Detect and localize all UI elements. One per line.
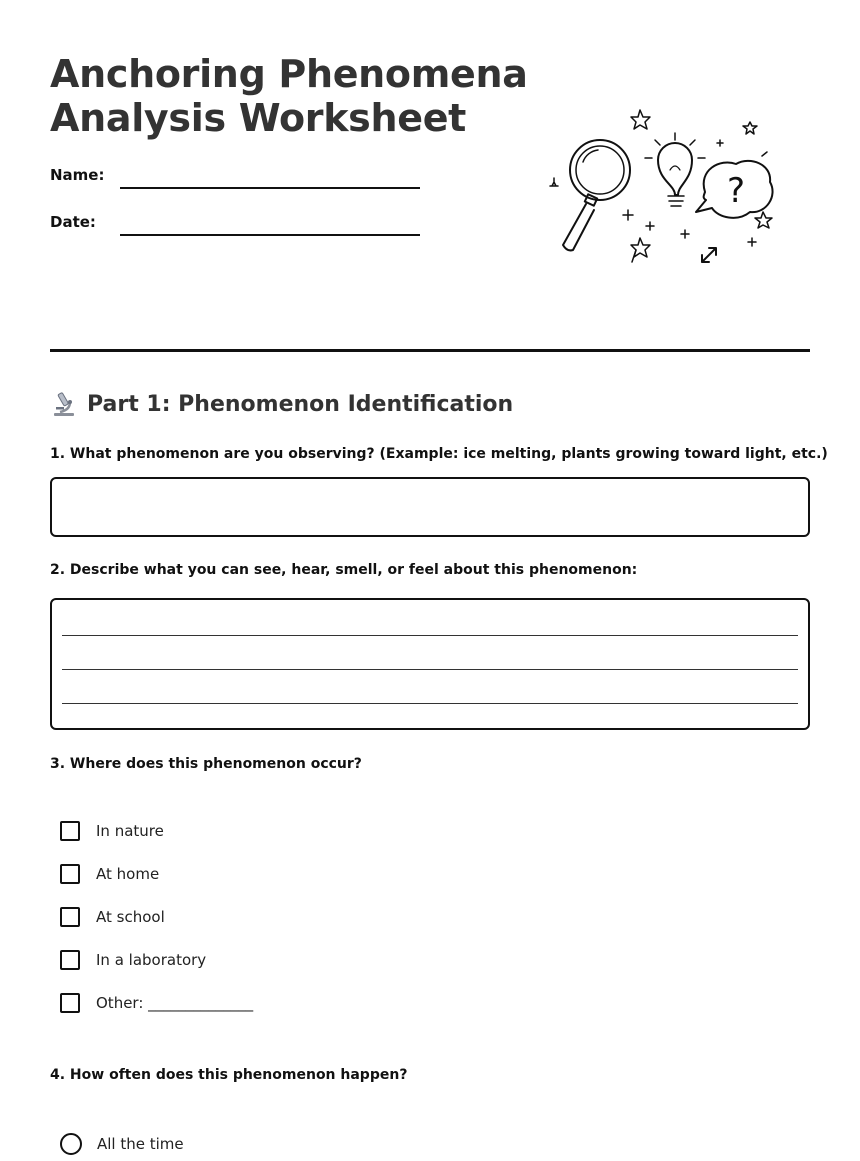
option-other[interactable] xyxy=(60,993,253,1013)
option-label: At home xyxy=(96,865,160,883)
answer-line xyxy=(62,669,798,670)
answer-line xyxy=(62,703,798,704)
title-line-2: Analysis Worksheet xyxy=(50,96,467,140)
date-label: Date: xyxy=(50,213,96,231)
option-at-school[interactable] xyxy=(60,907,165,927)
question-1: 1. What phenomenon are you observing? (Example: ice melting, plants growing toward light, etc.) xyxy=(50,446,828,462)
name-field[interactable] xyxy=(120,187,420,189)
question-mark: ? xyxy=(726,171,746,211)
question-2: 2. Describe what you can see, hear, smell, or feel about this phenomenon: xyxy=(50,562,638,578)
arrow-icon xyxy=(702,248,716,262)
magnifying-glass-icon xyxy=(563,140,630,250)
answer-line xyxy=(62,635,798,636)
option-in-a-laboratory[interactable] xyxy=(60,950,206,970)
option-all-the-time[interactable] xyxy=(60,1133,184,1155)
option-label: All the time xyxy=(97,1135,184,1153)
date-field[interactable] xyxy=(120,234,420,236)
option-in-nature[interactable] xyxy=(60,821,164,841)
checkbox[interactable] xyxy=(60,993,80,1013)
radio-button[interactable] xyxy=(60,1133,82,1155)
question-3: 3. Where does this phenomenon occur? xyxy=(50,756,362,772)
checkbox[interactable] xyxy=(60,907,80,927)
option-label: At school xyxy=(96,908,165,926)
part1-title-text: Part 1: Phenomenon Identification xyxy=(87,391,514,417)
worksheet-title xyxy=(50,52,528,140)
part1-title xyxy=(50,390,513,418)
name-label: Name: xyxy=(50,166,105,184)
section-divider xyxy=(50,349,810,352)
question-2-answer-box[interactable] xyxy=(50,598,810,730)
option-label: Other: ______________ xyxy=(96,994,254,1012)
option-label: In a laboratory xyxy=(96,951,207,969)
microscope-icon xyxy=(50,390,78,418)
question-1-answer-box[interactable] xyxy=(50,477,810,537)
option-at-home[interactable] xyxy=(60,864,159,884)
question-4: 4. How often does this phenomenon happen? xyxy=(50,1067,408,1083)
checkbox[interactable] xyxy=(60,864,80,884)
checkbox[interactable] xyxy=(60,950,80,970)
option-label: In nature xyxy=(96,822,164,840)
title-line-1: Anchoring Phenomena xyxy=(50,52,528,96)
lightbulb-icon xyxy=(645,133,705,206)
science-doodle-illustration xyxy=(540,100,780,270)
checkbox[interactable] xyxy=(60,821,80,841)
